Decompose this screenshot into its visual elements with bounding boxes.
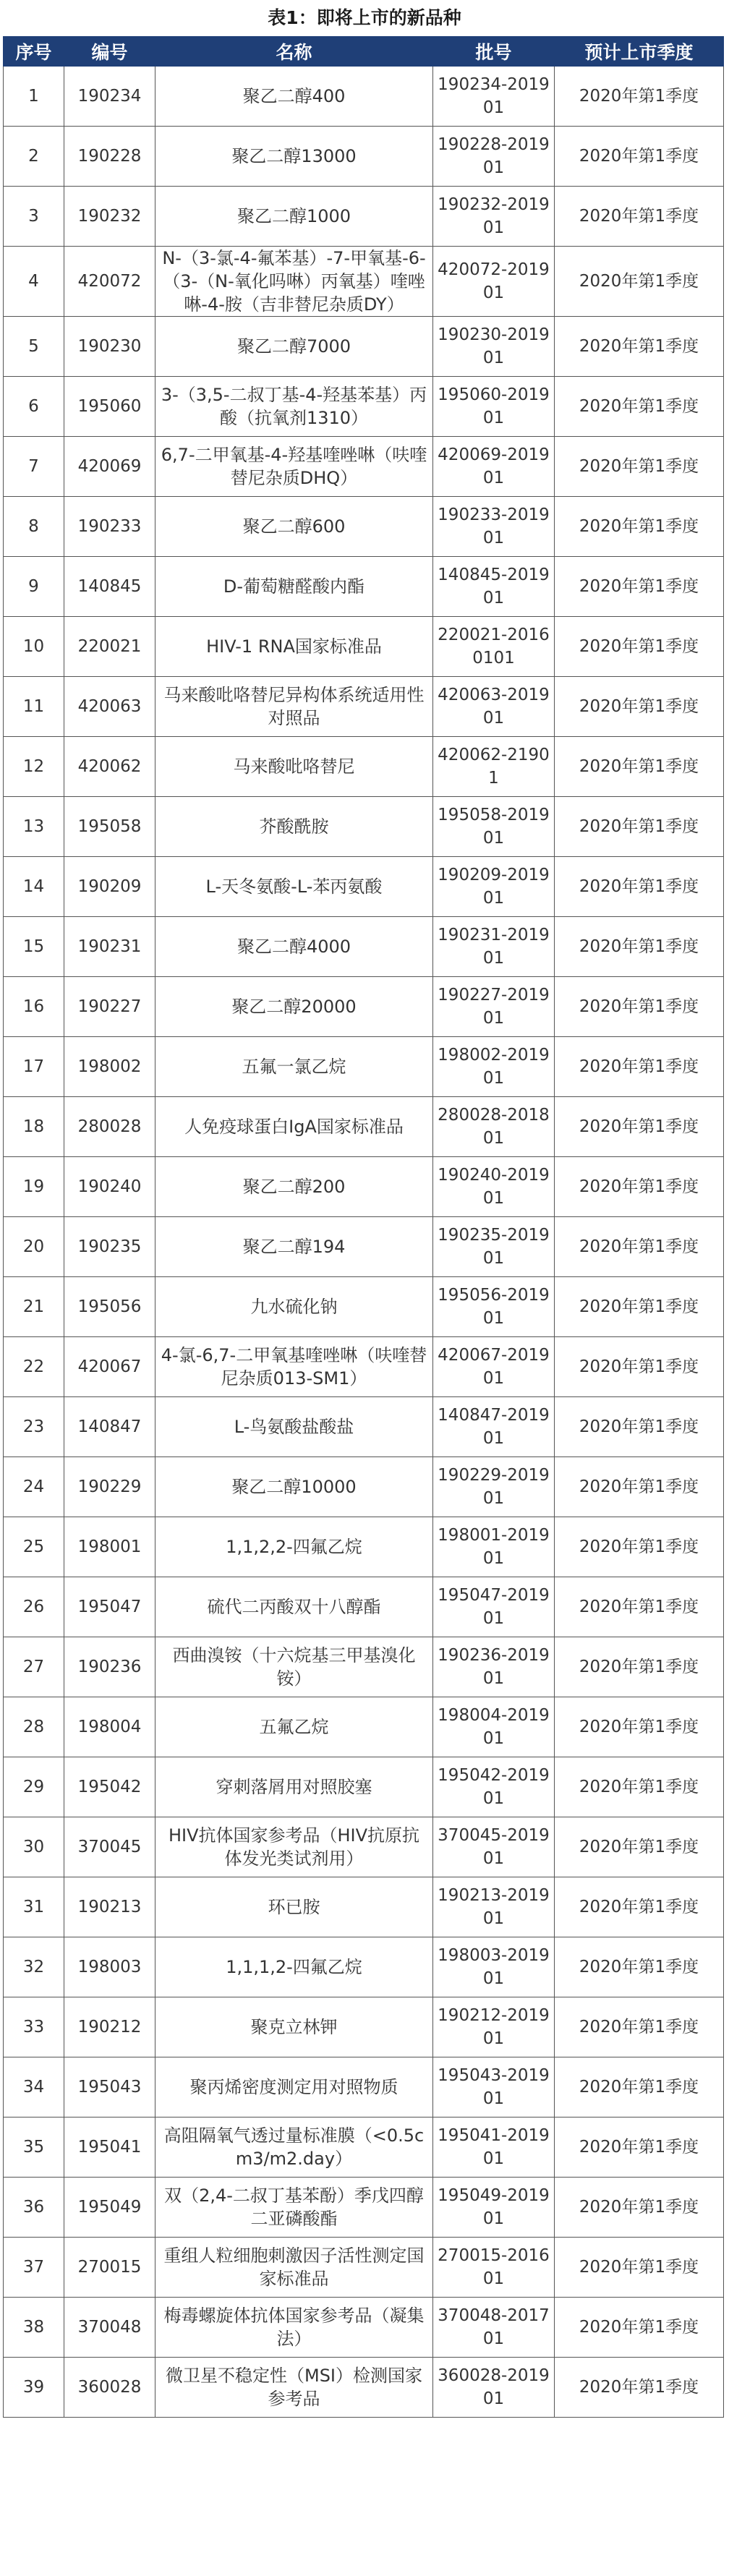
cell-name: 双（2,4-二叔丁基苯酚）季戊四醇二亚磷酸酯 (155, 2178, 433, 2238)
cell-quarter: 2020年第1季度 (555, 1277, 724, 1337)
cell-quarter: 2020年第1季度 (555, 1517, 724, 1577)
cell-quarter: 2020年第1季度 (555, 857, 724, 917)
cell-name: 重组人粒细胞刺激因子活性测定国家标准品 (155, 2238, 433, 2298)
cell-code: 370048 (64, 2298, 155, 2358)
cell-batch: 370045-201901 (433, 1817, 555, 1877)
cell-batch: 190233-201901 (433, 497, 555, 557)
cell-batch: 195056-201901 (433, 1277, 555, 1337)
cell-name: 硫代二丙酸双十八醇酯 (155, 1577, 433, 1637)
cell-batch: 190230-201901 (433, 317, 555, 377)
cell-batch: 195041-201901 (433, 2117, 555, 2178)
cell-quarter: 2020年第1季度 (555, 1457, 724, 1517)
cell-name: 聚乙二醇7000 (155, 317, 433, 377)
cell-name: HIV抗体国家参考品（HIV抗原抗体发光类试剂用） (155, 1817, 433, 1877)
cell-batch: 190212-201901 (433, 1997, 555, 2057)
cell-code: 190240 (64, 1157, 155, 1217)
table-row (4, 127, 724, 187)
cell-index: 37 (4, 2238, 64, 2298)
cell-index: 27 (4, 1637, 64, 1697)
table-row (4, 1517, 724, 1577)
cell-batch: 198004-201901 (433, 1697, 555, 1757)
cell-index: 5 (4, 317, 64, 377)
cell-quarter: 2020年第1季度 (555, 1097, 724, 1157)
table-row (4, 1157, 724, 1217)
cell-code: 190229 (64, 1457, 155, 1517)
table-row (4, 557, 724, 617)
cell-index: 19 (4, 1157, 64, 1217)
cell-index: 30 (4, 1817, 64, 1877)
cell-batch: 140847-201901 (433, 1397, 555, 1457)
cell-index: 3 (4, 187, 64, 247)
cell-quarter: 2020年第1季度 (555, 1037, 724, 1097)
table-row (4, 2178, 724, 2238)
cell-code: 190209 (64, 857, 155, 917)
cell-batch: 420069-201901 (433, 437, 555, 497)
cell-batch: 195043-201901 (433, 2057, 555, 2117)
cell-name: N-（3-氯-4-氟苯基）-7-甲氧基-6-（3-（N-氧化吗啉）丙氧基）喹唑啉-4-胺（吉非替尼杂质DY） (155, 247, 433, 317)
cell-name: 聚克立林钾 (155, 1997, 433, 2057)
cell-code: 195049 (64, 2178, 155, 2238)
cell-name: 聚丙烯密度测定用对照物质 (155, 2057, 433, 2117)
cell-batch: 190227-201901 (433, 977, 555, 1037)
cell-quarter: 2020年第1季度 (555, 1397, 724, 1457)
cell-index: 7 (4, 437, 64, 497)
cell-name: 4-氯-6,7-二甲氧基喹唑啉（呋喹替尼杂质013-SM1） (155, 1337, 433, 1397)
table-row (4, 737, 724, 797)
cell-name: 马来酸吡咯替尼 (155, 737, 433, 797)
cell-index: 34 (4, 2057, 64, 2117)
table-row (4, 2298, 724, 2358)
cell-index: 35 (4, 2117, 64, 2178)
cell-name: 五氟乙烷 (155, 1697, 433, 1757)
cell-name: 聚乙二醇4000 (155, 917, 433, 977)
cell-index: 20 (4, 1217, 64, 1277)
cell-index: 39 (4, 2358, 64, 2418)
cell-name: 环已胺 (155, 1877, 433, 1937)
cell-batch: 420072-201901 (433, 247, 555, 317)
cell-batch: 270015-201601 (433, 2238, 555, 2298)
table-row (4, 247, 724, 317)
table-row (4, 797, 724, 857)
table-row (4, 377, 724, 437)
cell-code: 195041 (64, 2117, 155, 2178)
table-row (4, 1937, 724, 1997)
cell-index: 9 (4, 557, 64, 617)
table-row (4, 497, 724, 557)
cell-name: 九水硫化钠 (155, 1277, 433, 1337)
cell-index: 18 (4, 1097, 64, 1157)
cell-quarter: 2020年第1季度 (555, 797, 724, 857)
table-header-row (4, 37, 724, 67)
cell-index: 16 (4, 977, 64, 1037)
cell-quarter: 2020年第1季度 (555, 2117, 724, 2178)
cell-code: 198001 (64, 1517, 155, 1577)
cell-batch: 190240-201901 (433, 1157, 555, 1217)
cell-index: 29 (4, 1757, 64, 1817)
cell-name: 高阻隔氧气透过量标准膜（<0.5cm3/m2.day） (155, 2117, 433, 2178)
cell-quarter: 2020年第1季度 (555, 1637, 724, 1697)
cell-index: 11 (4, 677, 64, 737)
cell-quarter: 2020年第1季度 (555, 317, 724, 377)
table-row (4, 617, 724, 677)
table-row (4, 1877, 724, 1937)
cell-code: 420072 (64, 247, 155, 317)
table-row (4, 1577, 724, 1637)
cell-batch: 195060-201901 (433, 377, 555, 437)
cell-code: 190213 (64, 1877, 155, 1937)
cell-name: L-天冬氨酸-L-苯丙氨酸 (155, 857, 433, 917)
cell-name: 1,1,1,2-四氟乙烷 (155, 1937, 433, 1997)
table-row (4, 317, 724, 377)
table-row (4, 1397, 724, 1457)
cell-name: 人免疫球蛋白IgA国家标准品 (155, 1097, 433, 1157)
cell-quarter: 2020年第1季度 (555, 977, 724, 1037)
cell-batch: 360028-201901 (433, 2358, 555, 2418)
table-row (4, 1457, 724, 1517)
cell-index: 13 (4, 797, 64, 857)
table-row (4, 1217, 724, 1277)
cell-code: 190233 (64, 497, 155, 557)
cell-quarter: 2020年第1季度 (555, 917, 724, 977)
cell-code: 198004 (64, 1697, 155, 1757)
cell-code: 195042 (64, 1757, 155, 1817)
cell-quarter: 2020年第1季度 (555, 1577, 724, 1637)
cell-batch: 420067-201901 (433, 1337, 555, 1397)
table-row (4, 2117, 724, 2178)
cell-code: 198003 (64, 1937, 155, 1997)
cell-code: 190236 (64, 1637, 155, 1697)
cell-name: 梅毒螺旋体抗体国家参考品（凝集法） (155, 2298, 433, 2358)
cell-batch: 190232-201901 (433, 187, 555, 247)
table-row (4, 1277, 724, 1337)
cell-quarter: 2020年第1季度 (555, 2238, 724, 2298)
table-row (4, 1997, 724, 2057)
cell-code: 190232 (64, 187, 155, 247)
cell-name: 穿刺落屑用对照胶塞 (155, 1757, 433, 1817)
cell-name: 聚乙二醇200 (155, 1157, 433, 1217)
cell-quarter: 2020年第1季度 (555, 67, 724, 127)
table-row (4, 2358, 724, 2418)
cell-name: 五氟一氯乙烷 (155, 1037, 433, 1097)
table-row (4, 2238, 724, 2298)
cell-code: 195060 (64, 377, 155, 437)
cell-code: 195047 (64, 1577, 155, 1637)
cell-quarter: 2020年第1季度 (555, 1877, 724, 1937)
cell-code: 420067 (64, 1337, 155, 1397)
cell-quarter: 2020年第1季度 (555, 617, 724, 677)
cell-code: 190235 (64, 1217, 155, 1277)
cell-quarter: 2020年第1季度 (555, 1937, 724, 1997)
cell-batch: 370048-201701 (433, 2298, 555, 2358)
cell-quarter: 2020年第1季度 (555, 187, 724, 247)
cell-code: 280028 (64, 1097, 155, 1157)
cell-index: 22 (4, 1337, 64, 1397)
header-code: 编号 (64, 37, 155, 67)
cell-quarter: 2020年第1季度 (555, 1757, 724, 1817)
table-row (4, 1097, 724, 1157)
cell-name: 西曲溴铵（十六烷基三甲基溴化铵） (155, 1637, 433, 1697)
header-index: 序号 (4, 37, 64, 67)
cell-quarter: 2020年第1季度 (555, 1997, 724, 2057)
cell-name: 聚乙二醇600 (155, 497, 433, 557)
table-row (4, 187, 724, 247)
cell-batch: 190231-201901 (433, 917, 555, 977)
cell-name: 聚乙二醇13000 (155, 127, 433, 187)
cell-quarter: 2020年第1季度 (555, 2298, 724, 2358)
table-row (4, 67, 724, 127)
cell-batch: 190209-201901 (433, 857, 555, 917)
cell-name: 聚乙二醇194 (155, 1217, 433, 1277)
table-row (4, 917, 724, 977)
cell-quarter: 2020年第1季度 (555, 437, 724, 497)
cell-name: 微卫星不稳定性（MSI）检测国家参考品 (155, 2358, 433, 2418)
table-row (4, 1697, 724, 1757)
cell-quarter: 2020年第1季度 (555, 677, 724, 737)
cell-batch: 195058-201901 (433, 797, 555, 857)
cell-name: 3-（3,5-二叔丁基-4-羟基苯基）丙酸（抗氧剂1310） (155, 377, 433, 437)
cell-quarter: 2020年第1季度 (555, 1337, 724, 1397)
table-row (4, 857, 724, 917)
cell-index: 26 (4, 1577, 64, 1637)
cell-quarter: 2020年第1季度 (555, 1697, 724, 1757)
cell-quarter: 2020年第1季度 (555, 737, 724, 797)
cell-code: 190228 (64, 127, 155, 187)
cell-batch: 190235-201901 (433, 1217, 555, 1277)
cell-code: 190231 (64, 917, 155, 977)
cell-index: 4 (4, 247, 64, 317)
cell-code: 190227 (64, 977, 155, 1037)
cell-name: 芥酸酰胺 (155, 797, 433, 857)
cell-index: 24 (4, 1457, 64, 1517)
cell-code: 360028 (64, 2358, 155, 2418)
cell-batch: 195047-201901 (433, 1577, 555, 1637)
cell-quarter: 2020年第1季度 (555, 557, 724, 617)
cell-code: 140847 (64, 1397, 155, 1457)
cell-code: 370045 (64, 1817, 155, 1877)
cell-code: 220021 (64, 617, 155, 677)
cell-name: HIV-1 RNA国家标准品 (155, 617, 433, 677)
header-name: 名称 (155, 37, 433, 67)
cell-quarter: 2020年第1季度 (555, 2178, 724, 2238)
table-row (4, 1337, 724, 1397)
cell-quarter: 2020年第1季度 (555, 247, 724, 317)
cell-quarter: 2020年第1季度 (555, 1817, 724, 1877)
table-row (4, 1037, 724, 1097)
cell-batch: 198002-201901 (433, 1037, 555, 1097)
table-row (4, 1757, 724, 1817)
cell-batch: 420063-201901 (433, 677, 555, 737)
cell-code: 198002 (64, 1037, 155, 1097)
cell-index: 17 (4, 1037, 64, 1097)
table-row (4, 2057, 724, 2117)
cell-name: 马来酸吡咯替尼异构体系统适用性对照品 (155, 677, 433, 737)
cell-index: 1 (4, 67, 64, 127)
table-row (4, 437, 724, 497)
cell-quarter: 2020年第1季度 (555, 2057, 724, 2117)
table-row (4, 1817, 724, 1877)
cell-batch: 198001-201901 (433, 1517, 555, 1577)
cell-batch: 420062-21901 (433, 737, 555, 797)
cell-code: 420069 (64, 437, 155, 497)
cell-batch: 190229-201901 (433, 1457, 555, 1517)
cell-batch: 190213-201901 (433, 1877, 555, 1937)
cell-batch: 195042-201901 (433, 1757, 555, 1817)
cell-name: D-葡萄糖醛酸内酯 (155, 557, 433, 617)
cell-batch: 190228-201901 (433, 127, 555, 187)
cell-index: 6 (4, 377, 64, 437)
cell-name: 1,1,2,2-四氟乙烷 (155, 1517, 433, 1577)
cell-name: 聚乙二醇400 (155, 67, 433, 127)
cell-code: 190230 (64, 317, 155, 377)
cell-batch: 280028-201801 (433, 1097, 555, 1157)
cell-batch: 198003-201901 (433, 1937, 555, 1997)
cell-code: 190234 (64, 67, 155, 127)
header-batch: 批号 (433, 37, 555, 67)
cell-index: 14 (4, 857, 64, 917)
cell-code: 420063 (64, 677, 155, 737)
cell-index: 28 (4, 1697, 64, 1757)
cell-batch: 190236-201901 (433, 1637, 555, 1697)
cell-name: 聚乙二醇10000 (155, 1457, 433, 1517)
table-caption: 表1：即将上市的新品种 (268, 7, 461, 28)
cell-code: 420062 (64, 737, 155, 797)
table-row (4, 1637, 724, 1697)
cell-code: 270015 (64, 2238, 155, 2298)
new-products-table (3, 36, 724, 2418)
cell-quarter: 2020年第1季度 (555, 127, 724, 187)
cell-index: 36 (4, 2178, 64, 2238)
cell-quarter: 2020年第1季度 (555, 497, 724, 557)
cell-index: 32 (4, 1937, 64, 1997)
cell-index: 25 (4, 1517, 64, 1577)
cell-code: 195043 (64, 2057, 155, 2117)
cell-index: 12 (4, 737, 64, 797)
cell-index: 8 (4, 497, 64, 557)
cell-name: 6,7-二甲氧基-4-羟基喹唑啉（呋喹替尼杂质DHQ） (155, 437, 433, 497)
cell-code: 195056 (64, 1277, 155, 1337)
cell-quarter: 2020年第1季度 (555, 1157, 724, 1217)
cell-batch: 190234-201901 (433, 67, 555, 127)
cell-code: 140845 (64, 557, 155, 617)
cell-index: 33 (4, 1997, 64, 2057)
cell-code: 195058 (64, 797, 155, 857)
table-row (4, 677, 724, 737)
cell-name: 聚乙二醇1000 (155, 187, 433, 247)
cell-batch: 195049-201901 (433, 2178, 555, 2238)
cell-code: 190212 (64, 1997, 155, 2057)
cell-index: 15 (4, 917, 64, 977)
cell-quarter: 2020年第1季度 (555, 2358, 724, 2418)
cell-index: 23 (4, 1397, 64, 1457)
cell-name: L-鸟氨酸盐酸盐 (155, 1397, 433, 1457)
cell-name: 聚乙二醇20000 (155, 977, 433, 1037)
table-row (4, 977, 724, 1037)
cell-quarter: 2020年第1季度 (555, 377, 724, 437)
cell-index: 31 (4, 1877, 64, 1937)
cell-index: 21 (4, 1277, 64, 1337)
cell-index: 10 (4, 617, 64, 677)
cell-batch: 220021-20160101 (433, 617, 555, 677)
header-quarter: 预计上市季度 (555, 37, 724, 67)
cell-index: 38 (4, 2298, 64, 2358)
cell-batch: 140845-201901 (433, 557, 555, 617)
cell-index: 2 (4, 127, 64, 187)
cell-quarter: 2020年第1季度 (555, 1217, 724, 1277)
